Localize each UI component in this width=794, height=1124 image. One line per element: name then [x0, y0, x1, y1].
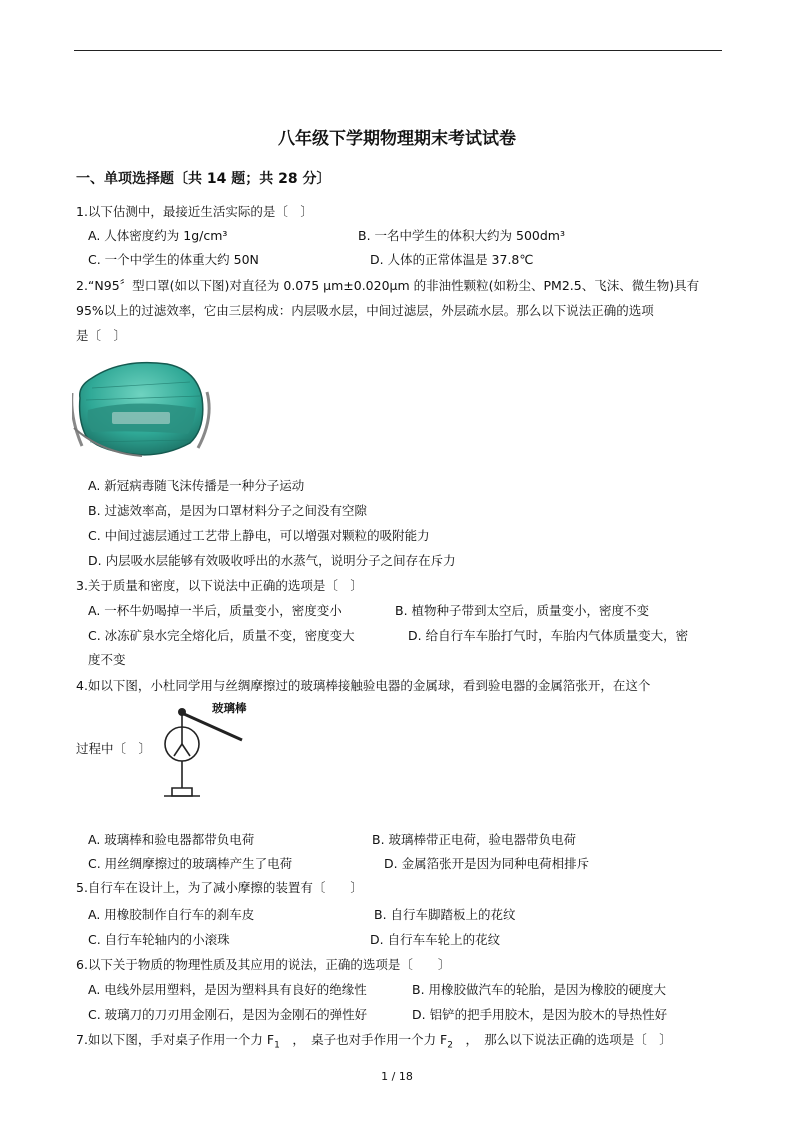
- q1-option-c: C. 一个中学生的体重大约 50N: [88, 252, 259, 267]
- q4-option-b: B. 玻璃棒带正电荷，验电器带负电荷: [372, 832, 577, 847]
- q7-stem-part1: 7.如以下图，手对桌子作用一个力 F: [76, 1032, 275, 1047]
- q2-option-a: A. 新冠病毒随飞沫传播是一种分子运动: [88, 478, 305, 493]
- q6-option-d: D. 铝铲的把手用胶木，是因为胶木的导热性好: [412, 1007, 668, 1022]
- header-rule: [74, 50, 722, 51]
- q1-option-a: A. 人体密度约为 1g/cm³: [88, 228, 228, 243]
- q2-stem-line1: 2.“N95〞型口罩(如以下图)对直径为 0.075 μm±0.020μm 的非油性颗粒(如粉尘、PM2.5、飞沫、微生物)具有: [76, 278, 700, 293]
- q3-option-c: C. 冰冻矿泉水完全熔化后，质量不变，密度变大: [88, 628, 355, 643]
- q7-stem-part2: ， 桌子也对手作用一个力 F: [279, 1032, 448, 1047]
- q6-option-c: C. 玻璃刀的刀刃用金刚石，是因为金刚石的弹性好: [88, 1007, 368, 1022]
- q1-option-d: D. 人体的正常体温是 37.8℃: [370, 252, 534, 267]
- q1-option-b: B. 一名中学生的体积大约为 500dm³: [358, 228, 565, 243]
- page-number: 1 / 18: [381, 1070, 413, 1083]
- q5-stem: 5.自行车在设计上，为了减小摩擦的装置有〔 〕: [76, 880, 363, 895]
- q6-stem: 6.以下关于物质的物理性质及其应用的说法，正确的选项是〔 〕: [76, 957, 451, 972]
- q6-option-a: A. 电线外层用塑料，是因为塑料具有良好的绝缘性: [88, 982, 367, 997]
- page-title: 八年级下学期物理期末考试试卷: [278, 129, 516, 149]
- q1-stem: 1.以下估测中，最接近生活实际的是〔 〕: [76, 204, 313, 219]
- q3-option-a: A. 一杯牛奶喝掉一半后，质量变小，密度变小: [88, 603, 342, 618]
- q3-option-d-line1: D. 给自行车车胎打气时，车胎内气体质量变大，密: [408, 628, 689, 643]
- q7-subscript-1: 1: [274, 1040, 280, 1051]
- q4-option-a: A. 玻璃棒和验电器都带负电荷: [88, 832, 255, 847]
- figure-label-glass-rod: 玻璃棒: [212, 701, 247, 715]
- q4-option-d: D. 金属箔张开是因为同种电荷相排斥: [384, 856, 590, 871]
- q7-subscript-2: 2: [447, 1040, 453, 1051]
- section-heading: 一、单项选择题〔共 14 题；共 28 分〕: [76, 171, 331, 187]
- q2-option-c: C. 中间过滤层通过工艺带上静电，可以增强对颗粒的吸附能力: [88, 528, 430, 543]
- q2-stem-line2: 95%以上的过滤效率，它由三层构成：内层吸水层，中间过滤层，外层疏水层。那么以下说法正确的选项: [76, 303, 654, 318]
- q5-option-a: A. 用橡胶制作自行车的刹车皮: [88, 907, 255, 922]
- q4-stem-line1: 4.如以下图，小杜同学用与丝绸摩擦过的玻璃棒接触验电器的金属球，看到验电器的金属箔张开，在这个: [76, 678, 651, 693]
- q4-option-c: C. 用丝绸摩擦过的玻璃棒产生了电荷: [88, 856, 293, 871]
- q2-stem-line3: 是〔 〕: [76, 328, 127, 343]
- q7-stem: [76, 1032, 672, 1054]
- q3-stem: 3.关于质量和密度，以下说法中正确的选项是〔 〕: [76, 578, 363, 593]
- q5-option-d: D. 自行车车轮上的花纹: [370, 932, 501, 947]
- q5-option-c: C. 自行车轮轴内的小滚珠: [88, 932, 230, 947]
- q3-option-b: B. 植物种子带到太空后，质量变小，密度不变: [395, 603, 650, 618]
- q4-stem-line2: 过程中〔 〕: [76, 741, 152, 756]
- n95-mask-image: [72, 358, 212, 460]
- q3-option-d-line2: 度不变: [88, 652, 126, 667]
- q6-option-b: B. 用橡胶做汽车的轮胎，是因为橡胶的硬度大: [412, 982, 667, 997]
- q2-option-b: B. 过滤效率高，是因为口罩材料分子之间没有空隙: [88, 503, 368, 518]
- q7-stem-part3: ， 那么以下说法正确的选项是〔 〕: [452, 1032, 672, 1047]
- q2-option-d: D. 内层吸水层能够有效吸收呼出的水蒸气，说明分子之间存在斥力: [88, 553, 456, 568]
- q5-option-b: B. 自行车脚踏板上的花纹: [374, 907, 516, 922]
